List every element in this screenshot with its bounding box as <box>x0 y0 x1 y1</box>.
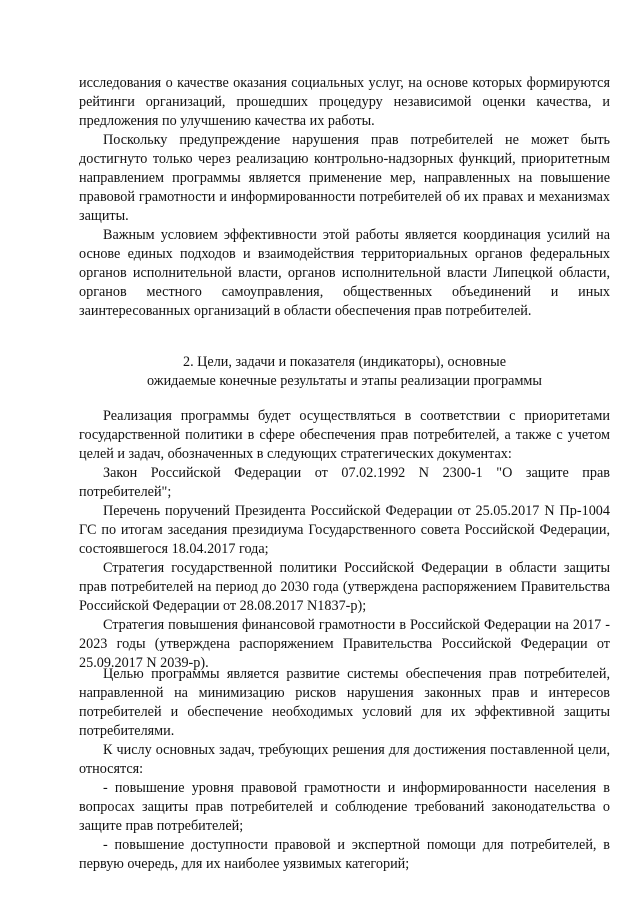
section-text <box>79 407 610 673</box>
paragraph-section-1: Реализация программы будет осуществляться в соответствии с приоритетами государственной политики в сфере обеспечения прав потребителей, а также с учетом целей и задач, обозначенных в следующих стратегических документах: <box>79 408 610 462</box>
paragraph-goal-1: Целью программы является развитие системы обеспечения прав потребителей, направленной на минимизацию рисков нарушения законных прав и интересов потребителей и обеспечение необходимых условий для их эффективной защиты потребителями. <box>79 666 610 739</box>
paragraph-goal-2: К числу основных задач, требующих решения для достижения поставленной цели, относятся: <box>79 742 610 777</box>
paragraph-section-5: Стратегия повышения финансовой грамотности в Российской Федерации на 2017 - 2023 годы (утверждена распоряжением Правительства Российской Федерации от 25.09.2017 N 2039-р). <box>79 617 610 671</box>
paragraph-goal-4: - повышение доступности правовой и экспертной помощи для потребителей, в первую очередь, для их наиболее уязвимых категорий; <box>79 837 610 872</box>
intro-text <box>79 74 610 321</box>
goal-text <box>79 665 610 874</box>
paragraph-intro-3: Важным условием эффективности этой работы является координация усилий на основе единых подходов и взаимодействия территориальных органов федеральных органов исполнительной власти, органов исполнительной власти Липецкой области, органов местного самоуправления, общественных объединений и иных заинтересованных организаций в области обеспечения прав потребителей. <box>79 227 610 319</box>
section-heading <box>79 353 610 391</box>
paragraph-intro-2: Поскольку предупреждение нарушения прав потребителей не может быть достигнуто только через реализацию контрольно-надзорных функций, приоритетным направлением программы является применение мер, направленных на повышение правовой грамотности и информированности потребителей об их правах и механизмах защиты. <box>79 132 610 224</box>
paragraph-intro-1: исследования о качестве оказания социальных услуг, на основе которых формируются рейтинги организаций, прошедших процедуру независимой оценки качества, и предложения по улучшению качества их работы. <box>79 75 610 129</box>
section-heading-line-1: 2. Цели, задачи и показателя (индикаторы), основные <box>182 354 507 370</box>
paragraph-section-2: Закон Российской Федерации от 07.02.1992 N 2300-1 "О защите прав потребителей"; <box>79 465 610 500</box>
paragraph-section-3: Перечень поручений Президента Российской Федерации от 25.05.2017 N Пр-1004 ГС по итогам заседания президиума Государственного совета Российской Федерации, состоявшегося 18.04.2017 года; <box>79 503 610 557</box>
paragraph-section-4: Стратегия государственной политики Российской Федерации в области защиты прав потребителей на период до 2030 года (утверждена распоряжением Правительства Российской Федерации от 28.08.2017 N1837-р); <box>79 560 610 614</box>
section-heading-line-2: ожидаемые конечные результаты и этапы реализации программы <box>147 373 542 389</box>
paragraph-goal-3: - повышение уровня правовой грамотности и информированности населения в вопросах защиты прав потребителей и соблюдение требований законодательства о защите прав потребителей; <box>79 780 610 834</box>
